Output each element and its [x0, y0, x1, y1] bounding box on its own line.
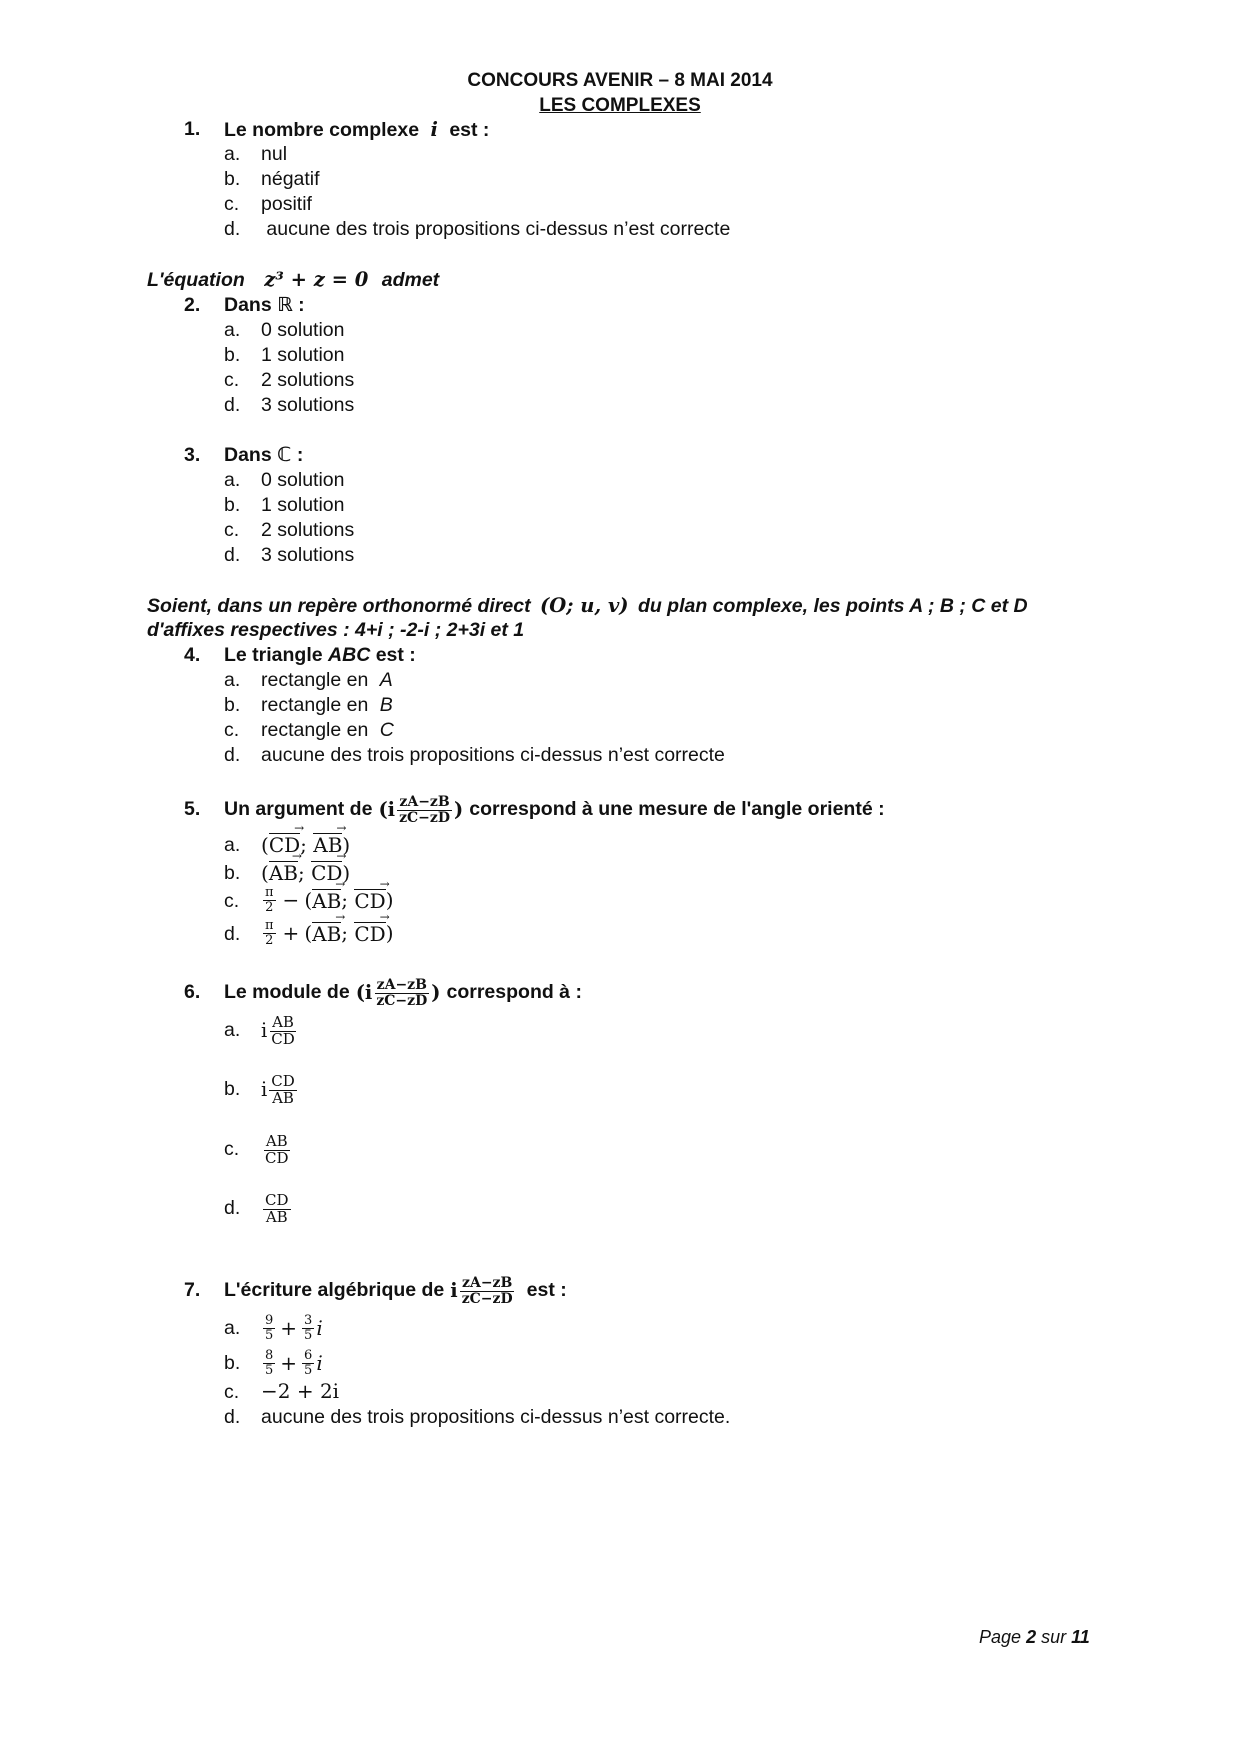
section-title: LES COMPLEXES	[539, 95, 701, 116]
q2-number: 2.	[184, 294, 201, 316]
q2-option-d: 3 solutions	[261, 394, 355, 416]
q4-option-b	[261, 696, 393, 716]
q4-number: 4.	[184, 644, 201, 666]
q4-option-point: C	[379, 719, 394, 741]
ratio-fraction	[374, 978, 429, 1008]
vector-cd: CD →	[354, 922, 385, 944]
denominator: CD	[271, 1029, 295, 1048]
pi: π	[265, 884, 274, 900]
page-number: 2	[1026, 1627, 1037, 1647]
q1-option-a: nul	[261, 143, 288, 165]
ratio-fraction	[460, 1276, 515, 1306]
points-intro-before: Soient, dans un repère orthonormé direct	[147, 595, 531, 617]
length-fraction	[263, 1131, 291, 1167]
pi-over-two	[263, 919, 276, 947]
paren-open: (	[261, 861, 269, 885]
q3-option-label: a.	[224, 469, 241, 491]
q6-text-before: Le module de	[224, 981, 350, 1004]
denominator: 5	[304, 1362, 313, 1378]
q4-option-text: rectangle en	[261, 669, 369, 691]
q3-option-label: c.	[224, 519, 240, 541]
q3-option-d: 3 solutions	[261, 544, 355, 566]
minus-sign: −	[282, 888, 300, 912]
q4-option-label: c.	[224, 719, 240, 741]
vector-cd: CD →	[311, 861, 342, 883]
ratio-denominator: zC−zD	[461, 1290, 513, 1307]
q5-number: 5.	[184, 798, 201, 820]
q6-option-c	[261, 1129, 293, 1171]
q6-number: 6.	[184, 981, 201, 1003]
frame-notation: (O; u, v)	[540, 594, 629, 617]
q5-option-label: d.	[224, 923, 241, 945]
q4-option-point: A	[379, 669, 393, 691]
q2-option-a: 0 solution	[261, 319, 345, 341]
ratio-numerator: zA−zB	[399, 793, 450, 810]
q1-text-after: est :	[449, 119, 490, 141]
two: 2	[265, 932, 274, 948]
of-word: sur	[1041, 1627, 1067, 1647]
q6-option-b	[261, 1069, 299, 1111]
vector-cd: CD →	[354, 889, 385, 911]
q7-option-label: a.	[224, 1317, 241, 1339]
q4-triangle: ABC	[328, 644, 371, 666]
page-total: 11	[1071, 1627, 1090, 1647]
numerator: CD	[265, 1190, 289, 1209]
i-symbol: i	[387, 798, 396, 822]
q7-option-d: aucune des trois propositions ci-dessus n’est correcte.	[261, 1406, 731, 1428]
q7-option-b	[261, 1343, 323, 1383]
numerator: 6	[304, 1347, 313, 1363]
q4-option-text: rectangle en	[261, 694, 369, 716]
q2-option-label: c.	[224, 369, 240, 391]
q7-text	[224, 1269, 567, 1313]
q1-option-b: négatif	[261, 168, 320, 190]
q3-option-label: b.	[224, 494, 241, 516]
q2-option-label: a.	[224, 319, 241, 341]
semicolon: ;	[341, 888, 349, 912]
q7-option-label: b.	[224, 1352, 241, 1374]
denominator: 5	[265, 1362, 274, 1378]
q1-text	[224, 120, 489, 141]
ratio-fraction	[397, 795, 452, 825]
vector-ab: AB →	[312, 889, 341, 911]
q6-option-label: b.	[224, 1078, 241, 1100]
q1-option-label: c.	[224, 193, 240, 215]
q1-option-c: positif	[261, 193, 312, 215]
i-symbol: i	[261, 1078, 268, 1102]
numerator: AB	[272, 1012, 294, 1031]
paren-close: )	[385, 888, 394, 912]
ratio-numerator: zA−zB	[462, 1274, 513, 1291]
q4-option-label: d.	[224, 744, 241, 766]
pi-over-two	[263, 886, 276, 914]
q4-option-text: rectangle en	[261, 719, 369, 741]
q5-option-label: c.	[224, 890, 240, 912]
q1-number: 1.	[184, 118, 201, 140]
length-fraction	[269, 1012, 297, 1048]
q2-option-b: 1 solution	[261, 344, 345, 366]
numerator: 9	[265, 1312, 274, 1328]
semicolon: ;	[341, 921, 349, 945]
q5-option-d	[261, 913, 394, 953]
paren-close: )	[385, 921, 394, 945]
length-fraction	[269, 1071, 297, 1107]
q4-option-d: aucune des trois propositions ci-dessus n’est correcte	[261, 744, 725, 766]
numerator: CD	[271, 1071, 295, 1090]
q4-option-a	[261, 671, 393, 691]
plus-sign: +	[280, 1316, 298, 1340]
equation: z³ + z = 0	[264, 268, 369, 291]
numerator: AB	[265, 1131, 288, 1150]
q7-option-a	[261, 1308, 323, 1348]
q3-option-a: 0 solution	[261, 469, 345, 491]
paren-close: )	[454, 798, 464, 822]
two: 2	[265, 899, 274, 915]
paren-close: )	[342, 833, 351, 857]
paren-close: )	[431, 981, 441, 1005]
points-intro-line2: d'affixes respectives : 4+i ; -2-i ; 2+3i et 1	[147, 619, 525, 641]
equation-intro-before: L'équation	[147, 269, 245, 291]
denominator: 5	[265, 1327, 274, 1343]
q5-text	[224, 788, 885, 832]
q7-number: 7.	[184, 1279, 201, 1301]
fraction	[302, 1349, 314, 1377]
q2-option-c: 2 solutions	[261, 369, 355, 391]
paren-open: (	[378, 798, 388, 822]
length-fraction	[263, 1190, 291, 1226]
paren-open: (	[261, 833, 269, 857]
i-symbol: i	[316, 1316, 323, 1340]
q1-text-before: Le nombre complexe	[224, 119, 420, 141]
q7-option-label: d.	[224, 1406, 241, 1428]
exam-title: CONCOURS AVENIR – 8 MAI 2014	[467, 70, 773, 91]
q5-option-label: a.	[224, 834, 241, 856]
ratio-numerator: zA−zB	[376, 976, 427, 993]
q7-text-after: est :	[526, 1279, 567, 1302]
q7-option-c: −2 + 2i	[261, 1379, 340, 1403]
q1-option-d: aucune des trois propositions ci-dessus n’est correcte	[261, 218, 731, 240]
q1-option-label: a.	[224, 143, 241, 165]
q4-text	[224, 646, 416, 666]
fraction	[263, 1349, 275, 1377]
q2-text: Dans ℝ :	[224, 294, 305, 316]
q6-text-after: correspond à :	[446, 981, 582, 1004]
points-intro-after: du plan complexe, les points A ; B ; C et D	[637, 595, 1028, 617]
q3-text: Dans ℂ :	[224, 444, 304, 466]
ratio-denominator: zC−zD	[399, 809, 451, 826]
pi: π	[265, 917, 274, 933]
q6-option-a	[261, 1010, 299, 1052]
q6-option-d	[261, 1188, 293, 1230]
q1-option-label: b.	[224, 168, 241, 190]
q3-option-c: 2 solutions	[261, 519, 355, 541]
plus-sign: +	[280, 1351, 298, 1375]
q4-option-c	[261, 721, 394, 741]
q3-number: 3.	[184, 444, 201, 466]
denominator: CD	[265, 1148, 289, 1167]
points-intro-line1	[147, 596, 1028, 617]
i-symbol: i	[450, 1279, 458, 1303]
q2-option-label: d.	[224, 394, 241, 416]
q4-option-label: b.	[224, 694, 241, 716]
q6-option-label: d.	[224, 1197, 241, 1219]
q5-option-label: b.	[224, 862, 241, 884]
page-word: Page	[979, 1627, 1022, 1647]
vector-ab: AB →	[312, 922, 341, 944]
q4-option-label: a.	[224, 669, 241, 691]
q6-text	[224, 971, 582, 1015]
q5-text-before: Un argument de	[224, 798, 373, 821]
q6-option-label: c.	[224, 1138, 240, 1160]
fraction	[302, 1314, 314, 1342]
equation-intro	[147, 270, 439, 291]
paren-close: )	[342, 861, 351, 885]
fraction	[263, 1314, 275, 1342]
vector-ab: AB →	[313, 833, 342, 855]
q4-option-point: B	[379, 694, 393, 716]
vector-cd: CD →	[269, 833, 300, 855]
denominator: 5	[304, 1327, 313, 1343]
page-footer	[979, 1627, 1090, 1648]
paren-open: (	[355, 981, 365, 1005]
denominator: AB	[272, 1088, 294, 1107]
q1-option-label: d.	[224, 218, 241, 240]
numerator: 3	[304, 1312, 313, 1328]
q2-option-label: b.	[224, 344, 241, 366]
q7-text-before: L'écriture algébrique de	[224, 1279, 445, 1302]
q6-option-label: a.	[224, 1019, 241, 1041]
q7-option-label: c.	[224, 1381, 240, 1403]
q5-text-after: correspond à une mesure de l'angle orienté :	[469, 798, 885, 821]
paren-open: (	[304, 921, 313, 945]
i-symbol: i	[316, 1351, 323, 1375]
ratio-denominator: zC−zD	[376, 992, 428, 1009]
vector-ab: AB →	[269, 861, 298, 883]
q4-text-after: est :	[375, 644, 416, 666]
numerator: 8	[265, 1347, 274, 1363]
i-symbol: i	[364, 981, 373, 1005]
q3-option-label: d.	[224, 544, 241, 566]
semicolon: ;	[300, 833, 307, 857]
q4-text-before: Le triangle	[224, 644, 323, 666]
q1-symbol: i	[430, 118, 438, 141]
semicolon: ;	[297, 861, 305, 885]
i-symbol: i	[261, 1019, 268, 1043]
equation-intro-after: admet	[381, 269, 440, 291]
plus-sign: +	[282, 921, 300, 945]
q3-option-b: 1 solution	[261, 494, 345, 516]
paren-open: (	[304, 888, 313, 912]
denominator: AB	[265, 1207, 288, 1226]
